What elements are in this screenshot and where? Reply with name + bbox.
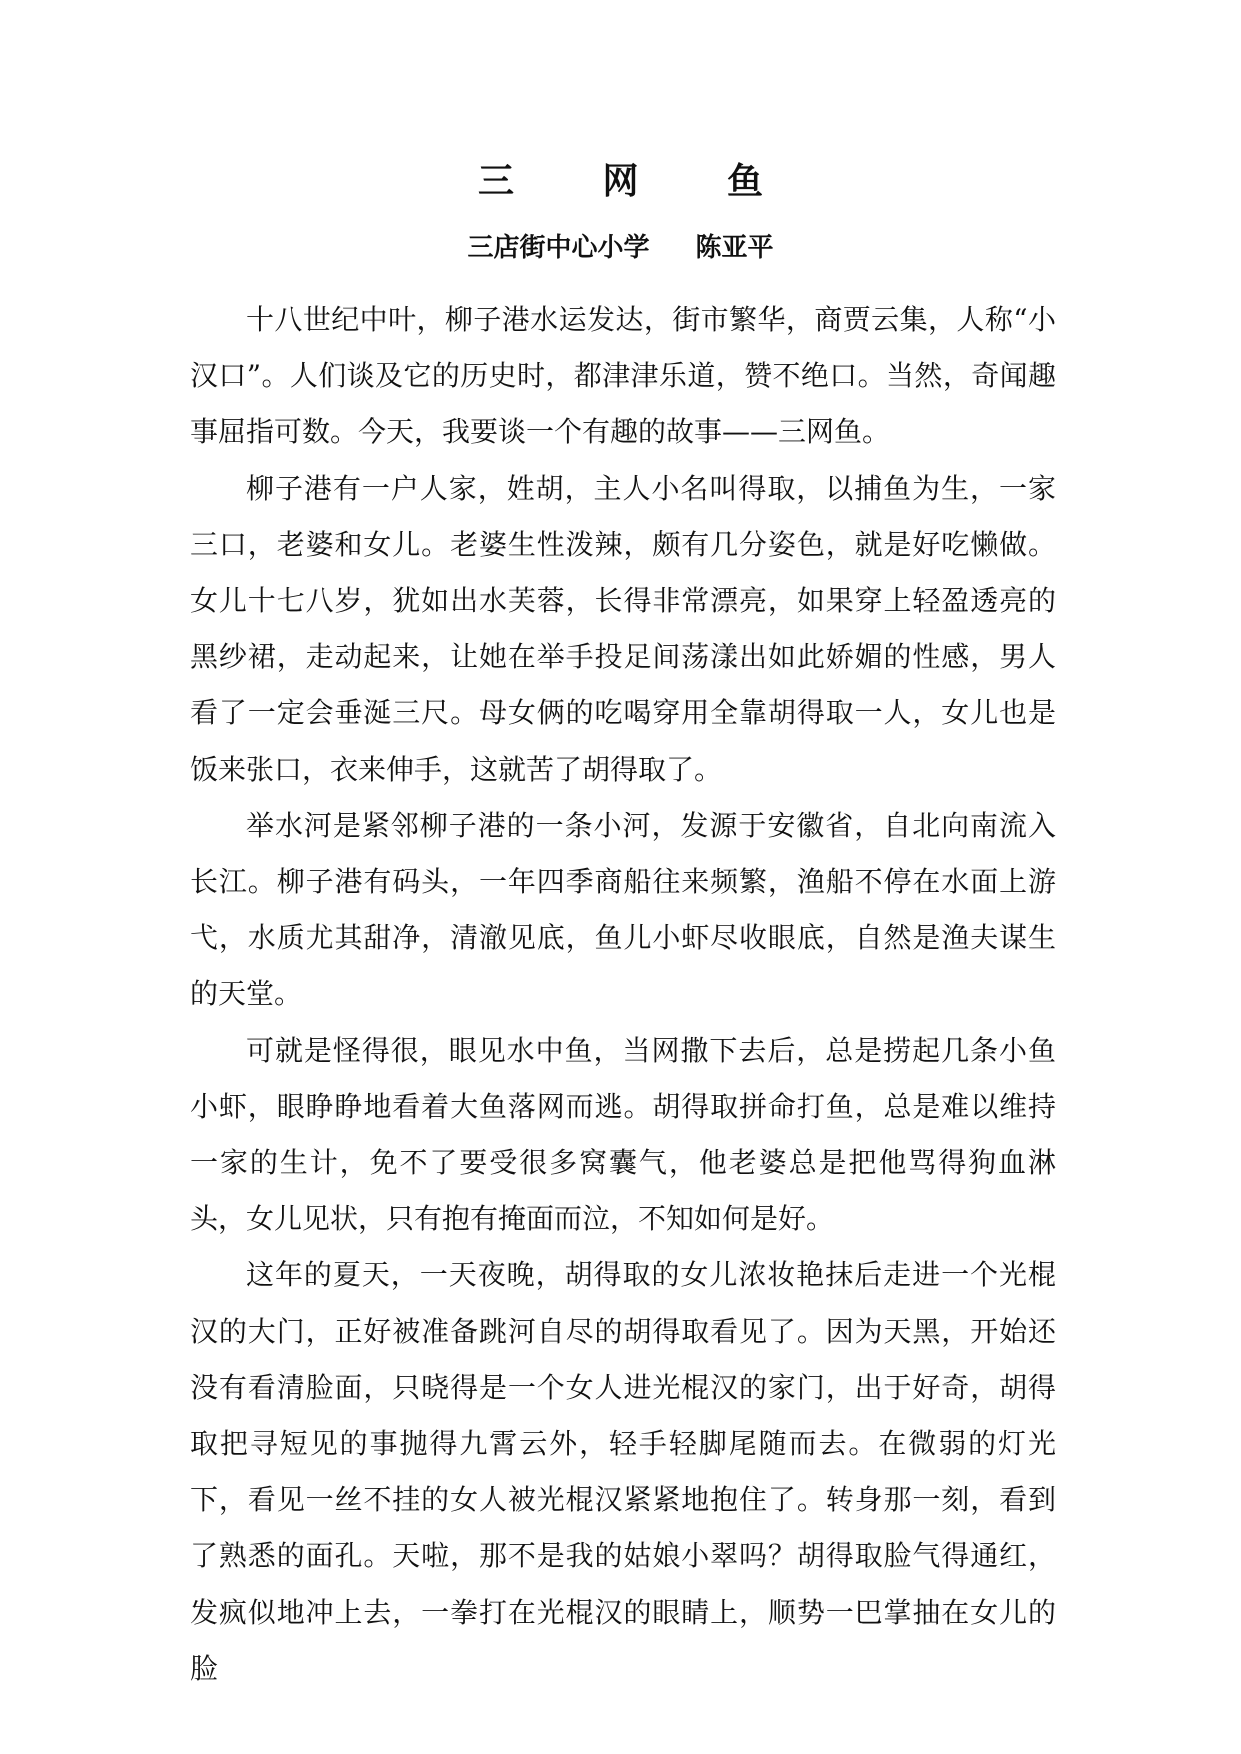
paragraph: 这年的夏天，一天夜晚，胡得取的女儿浓妆艳抹后走进一个光棍汉的大门，正好被准备跳河自尽的胡得取看见了。因为天黑，开始还没有看清脸面，只晓得是一个女人进光棍汉的家门，出于好奇，胡得取把寻短见的事抛得九霄云外，轻手轻脚尾随而去。在微弱的灯光下，看见一丝不挂的女人被光棍汉紧紧地抱住了。转身那一刻，看到了熟悉的面孔。天啦，那不是我的姑娘小翠吗？胡得取脸气得通红，发疯似地冲上去，一拳打在光棍汉的眼睛上，顺势一巴掌抽在女儿的脸 [190, 1258, 1056, 1685]
paragraph: 举水河是紧邻柳子港的一条小河，发源于安徽省，自北向南流入长江。柳子港有码头，一年四季商船往来频繁，渔船不停在水面上游弋，水质尤其甜净，清澈见底，鱼儿小虾尽收眼底，自然是渔夫谋生的天堂。 [190, 808, 1056, 1011]
paragraph: 十八世纪中叶，柳子港水运发达，街市繁华，商贾云集，人称“小汉口”。人们谈及它的历史时，都津津乐道，赞不绝口。当然，奇闻趣事屈指可数。今天，我要谈一个有趣的故事——三网鱼。 [190, 303, 1056, 449]
paragraph: 可就是怪得很，眼见水中鱼，当网撒下去后，总是捞起几条小鱼小虾，眼睁睁地看着大鱼落网而逃。胡得取拼命打鱼，总是难以维持一家的生计，免不了要受很多窝囊气，他老婆总是把他骂得狗血淋头，女儿见状，只有抱有掩面而泣，不知如何是好。 [190, 1033, 1056, 1236]
document-title: 三 网 鱼 [477, 161, 802, 202]
school-name: 三店街中心小学 [467, 233, 650, 263]
paragraph: 柳子港有一户人家，姓胡，主人小名叫得取，以捕鱼为生，一家三口，老婆和女儿。老婆生性泼辣，颇有几分姿色，就是好吃懒做。女儿十七八岁，犹如出水芙蓉，长得非常漂亮，如果穿上轻盈透亮的黑纱裙，走动起来，让她在举手投足间荡漾出如此娇媚的性感，男人看了一定会垂涎三尺。母女俩的吃喝穿用全靠胡得取一人，女儿也是饭来张口，衣来伸手，这就苦了胡得取了。 [190, 471, 1056, 786]
byline [0, 230, 1241, 266]
author-name: 陈亚平 [695, 233, 774, 263]
article-body [190, 292, 1056, 1697]
